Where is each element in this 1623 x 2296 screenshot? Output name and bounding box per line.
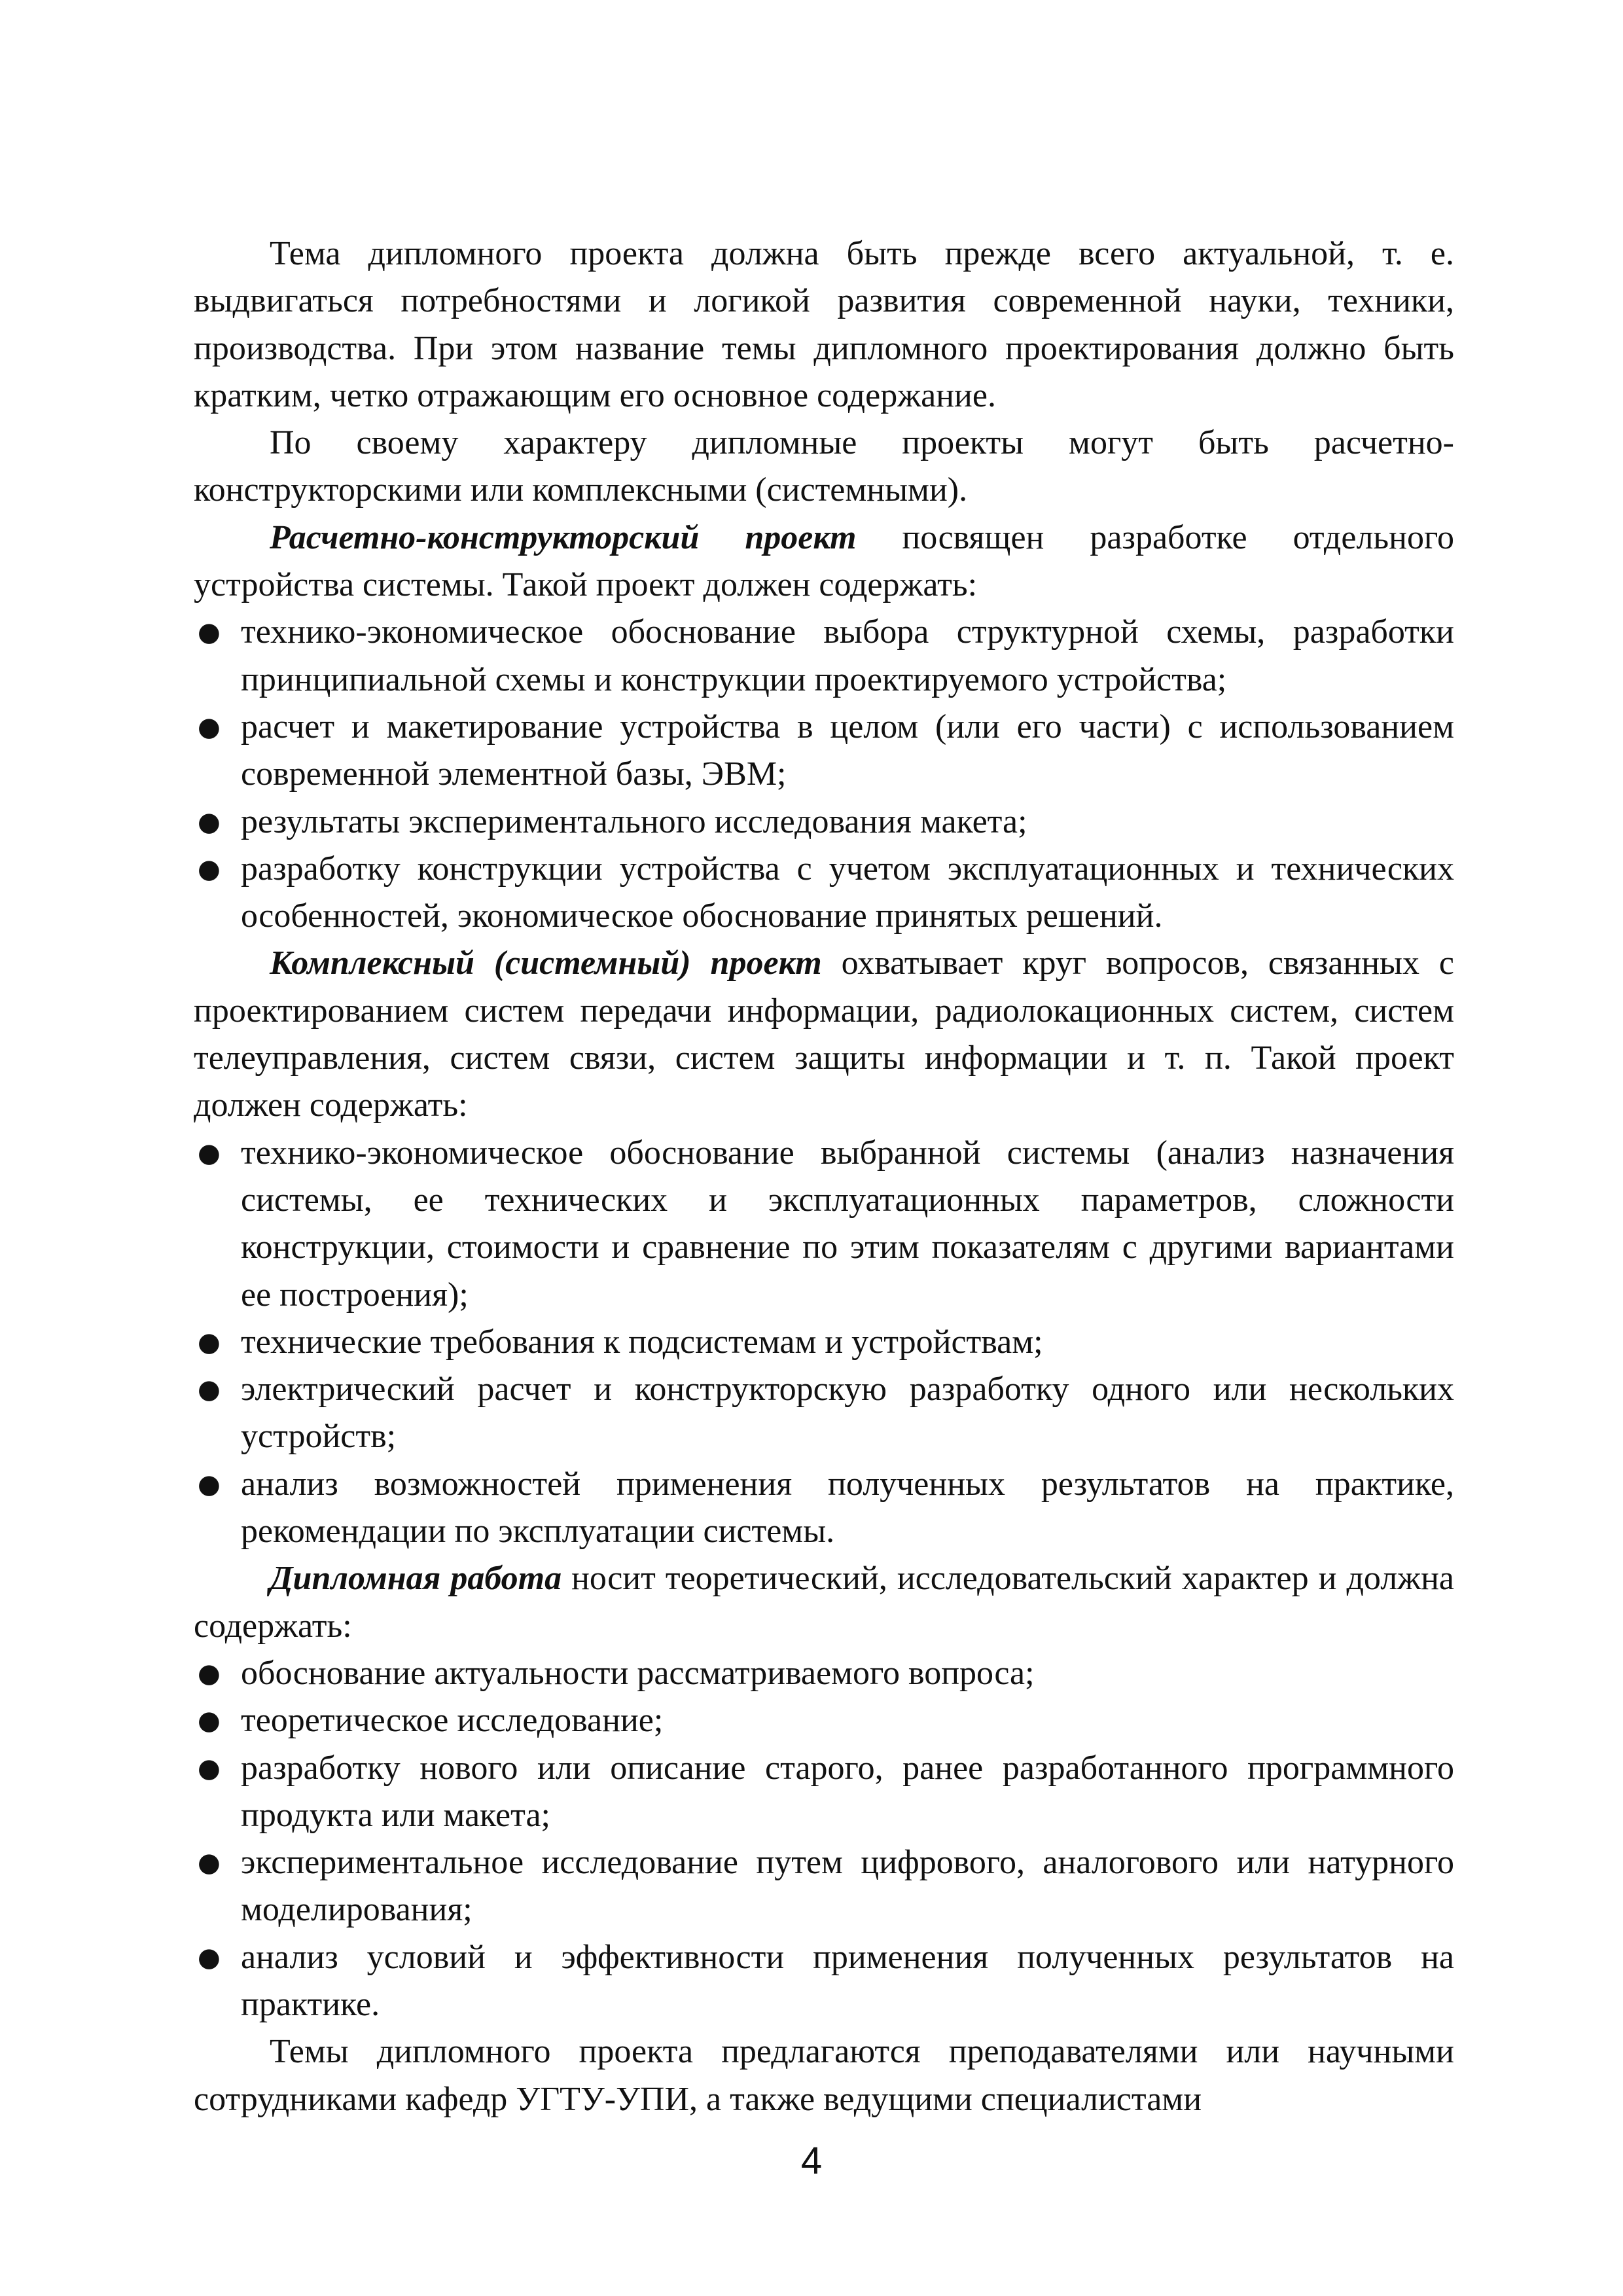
- paragraph-design-project: [194, 514, 1454, 609]
- bullet-icon: ●: [198, 617, 221, 648]
- body-text: [194, 230, 1454, 2123]
- bullet-icon: ●: [198, 1706, 221, 1736]
- list-item: ● разработку нового или описание старого, ранее разработанного программного продукта или макета;: [194, 1745, 1454, 1840]
- list-item: ● разработку конструкции устройства с учетом эксплуатационных и технических особенностей, экономическое обоснование принятых решений.: [194, 846, 1454, 941]
- paragraph-project-types: По своему характеру дипломные проекты могут быть расчетно-конструкторскими или комплексными (системными).: [194, 424, 1454, 509]
- bullet-icon: ●: [198, 806, 221, 837]
- bullet-icon: ●: [198, 1469, 221, 1499]
- list-item: ● теоретическое исследование;: [194, 1697, 1454, 1744]
- bullet-icon: ●: [198, 1138, 221, 1168]
- design-project-list: [194, 609, 1454, 940]
- list-item: ● анализ возможностей применения полученных результатов на практике, рекомендации по эксплуатации системы.: [194, 1461, 1454, 1556]
- list-item: ● анализ условий и эффективности применения полученных результатов на практике.: [194, 1934, 1454, 2029]
- list-item: ● технико-экономическое обоснование выбора структурной схемы, разработки принципиальной схемы и конструкции проектируемого устройства;: [194, 609, 1454, 704]
- list-item: ● технико-экономическое обоснование выбранной системы (анализ назначения системы, ее технических и эксплуатационных параметров, сложности конструкции, стоимости и сравнение по этим показателям с другими вариантами ее построения);: [194, 1130, 1454, 1319]
- bullet-icon: ●: [198, 1374, 221, 1405]
- list-item: ● обоснование актуальности рассматриваемого вопроса;: [194, 1650, 1454, 1697]
- paragraph-complex-project-text: охватывает круг вопросов, связанных с проектированием систем передачи информации, радиолокационных систем, систем телеуправления, систем связи, систем защиты информации и т. п. Такой проект должен содержать:: [194, 944, 1454, 1124]
- term-complex-project: Комплексный (системный) проект: [270, 944, 822, 982]
- bullet-icon: ●: [198, 1658, 221, 1689]
- bullet-icon: ●: [198, 1753, 221, 1784]
- list-item: ● результаты экспериментального исследования макета;: [194, 798, 1454, 846]
- paragraph-complex-project: [194, 940, 1454, 1129]
- list-item: ● расчет и макетирование устройства в целом (или его части) с использованием современной элементной базы, ЭВМ;: [194, 704, 1454, 798]
- bullet-icon: ●: [198, 1327, 221, 1357]
- bullet-icon: ●: [198, 1848, 221, 1878]
- list-item: ● электрический расчет и конструкторскую разработку одного или нескольких устройств;: [194, 1366, 1454, 1461]
- list-item: ● технические требования к подсистемам и устройствам;: [194, 1319, 1454, 1366]
- paragraph-thesis: [194, 1555, 1454, 1650]
- thesis-list: [194, 1650, 1454, 2028]
- bullet-icon: ●: [198, 711, 221, 742]
- paragraph-thesis-text: носит теоретический, исследовательский характер и должна содержать:: [194, 1560, 1454, 1645]
- bullet-icon: ●: [198, 853, 221, 884]
- complex-project-list: [194, 1130, 1454, 1556]
- paragraph-design-project-text: посвящен разработке отдельного устройства системы. Такой проект должен содержать:: [194, 518, 1454, 604]
- bullet-icon: ●: [198, 1942, 221, 1973]
- list-item: ● экспериментальное исследование путем цифрового, аналогового или натурного моделирования;: [194, 1839, 1454, 1934]
- paragraph-topic-sources: Темы дипломного проекта предлагаются преподавателями или научными сотрудниками кафедр УГТУ-УПИ, а также ведущими специалистами: [194, 2033, 1454, 2118]
- paragraph-topic-relevance: Тема дипломного проекта должна быть прежде всего актуальной, т. е. выдвигаться потребностями и логикой развития современной науки, техники, производства. При этом название темы дипломного проектирования должно быть кратким, четко отражающим его основное содержание.: [194, 235, 1454, 414]
- term-design-project: Расчетно-конструкторский проект: [270, 518, 857, 556]
- page-number: 4: [800, 2140, 823, 2182]
- term-thesis: Дипломная работа: [270, 1560, 562, 1598]
